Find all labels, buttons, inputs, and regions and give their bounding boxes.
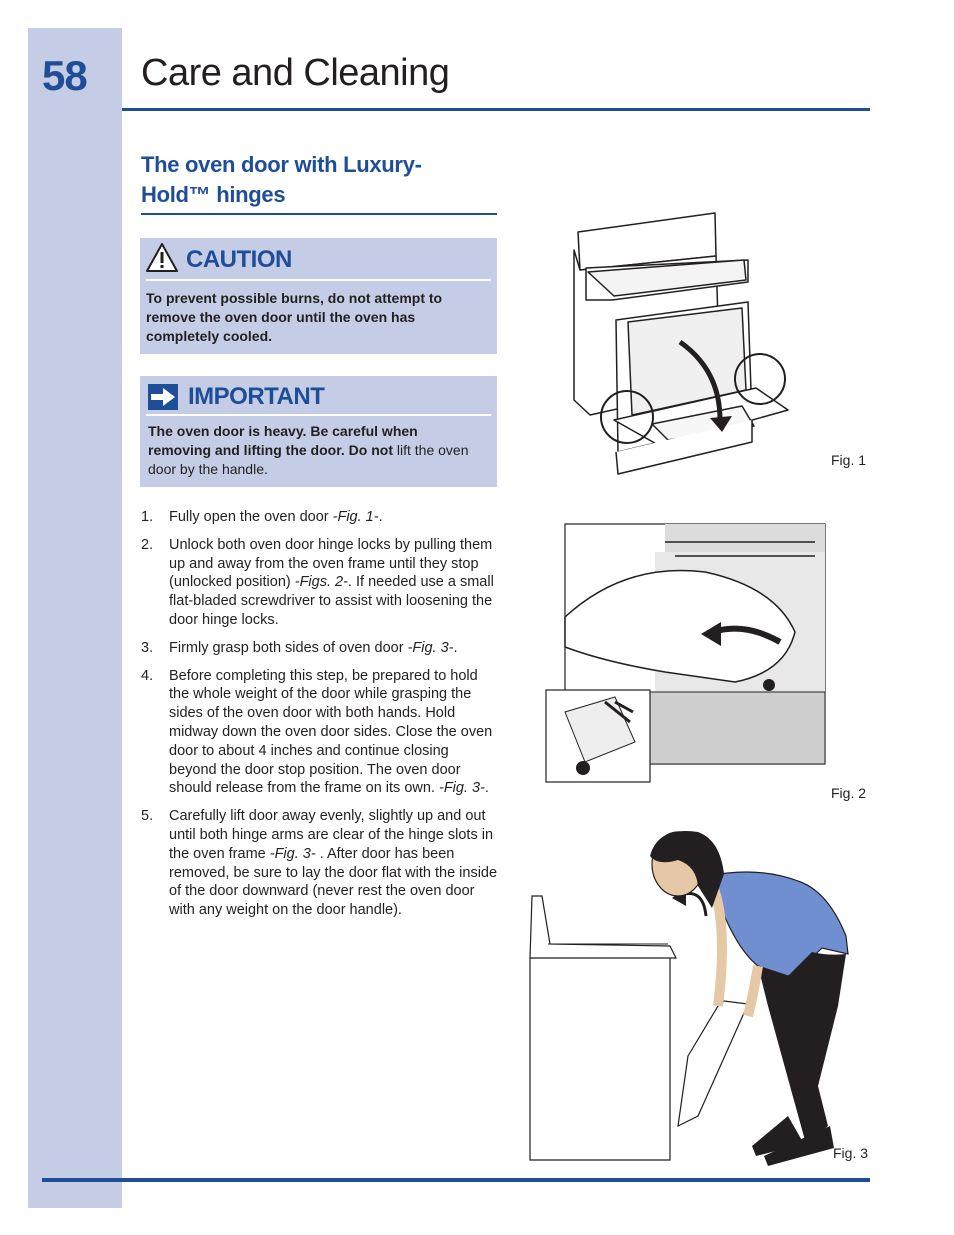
step-number: 5.: [141, 808, 154, 825]
important-title: IMPORTANT: [188, 383, 325, 410]
step-text: Fully open the oven door: [169, 509, 333, 525]
figure-2-hinge-lock: [545, 522, 827, 784]
step-figure-ref: -Fig. 3-: [269, 845, 316, 862]
step-item: [141, 508, 499, 527]
important-text-bold: The oven door is heavy. Be careful when removing and lifting the door. Do not: [148, 423, 418, 458]
page-number: 58: [42, 52, 87, 99]
step-text: Before completing this step, be prepared to hold the whole weight of the door while grasping the sides of the oven door with both hands. Hold midway down the oven door sides. Close the oven door to about 4 inches and continue closing beyond the door stop position. The oven door should release from the frame on its own.: [169, 667, 493, 797]
step-text-after: . After door has been removed, be sure to lay the door flat with the inside of the door downward (never rest the oven door with any weight on the door handle).: [169, 845, 498, 919]
step-text: Carefully lift door away evenly, slightly up and out until both hinge arms are clear of the hinge slots in the oven frame: [169, 808, 494, 862]
important-text-regular: lift the oven door by the handle.: [148, 442, 469, 477]
figure-3-caption: Fig. 3: [833, 1145, 869, 1161]
step-figure-ref: -Fig. 3-: [407, 639, 454, 656]
step-item: [141, 667, 499, 799]
step-text: Firmly grasp both sides of oven door: [169, 639, 408, 656]
footer-rule: [42, 1178, 870, 1182]
step-figure-ref: -Figs. 2-: [294, 574, 348, 591]
important-box: [140, 376, 497, 487]
figure-2-caption: Fig. 2: [831, 785, 867, 801]
step-item: [141, 639, 499, 658]
important-divider: [146, 414, 491, 416]
section-heading: [141, 150, 491, 210]
section-rule: [141, 213, 497, 215]
caution-divider: [146, 279, 491, 281]
step-item: [141, 807, 499, 920]
important-text: [148, 422, 483, 479]
caution-title: CAUTION: [186, 246, 292, 273]
step-text-after: .: [453, 639, 458, 656]
step-text-after: .: [378, 509, 383, 525]
step-number: 1.: [141, 509, 154, 525]
header-rule: [122, 108, 870, 111]
step-number: 4.: [141, 667, 154, 684]
chapter-title: Care and Cleaning: [141, 52, 450, 94]
section-heading-line2: Hold™ hinges: [141, 182, 286, 207]
step-number: 3.: [141, 639, 154, 656]
step-text-after: . If needed use a small flat-bladed screwdriver to assist with loosening the door hinge locks.: [169, 574, 494, 628]
caution-text: To prevent possible burns, do not attempt to remove the oven door until the oven has completely cooled.: [146, 290, 443, 344]
step-number: 2.: [141, 536, 154, 553]
caution-box: [140, 238, 497, 354]
warning-triangle-icon: [145, 242, 179, 274]
figure-1-open-oven: [570, 210, 790, 475]
step-item: [141, 536, 499, 630]
figure-1-caption: Fig. 1: [831, 452, 867, 468]
side-band: [28, 28, 122, 1208]
section-heading-line1: The oven door with Luxury-: [141, 152, 422, 177]
step-figure-ref: -Fig. 1-: [332, 509, 379, 525]
instruction-steps: [141, 508, 499, 929]
step-figure-ref: -Fig. 3-: [439, 780, 485, 797]
figure-3-lifting-door: [528, 826, 853, 1166]
step-text: Unlock both oven door hinge locks by pulling them up and away from the oven frame until they stop (unlocked position): [169, 536, 493, 591]
arrow-right-icon: [148, 384, 178, 410]
step-text-after: .: [484, 780, 489, 797]
